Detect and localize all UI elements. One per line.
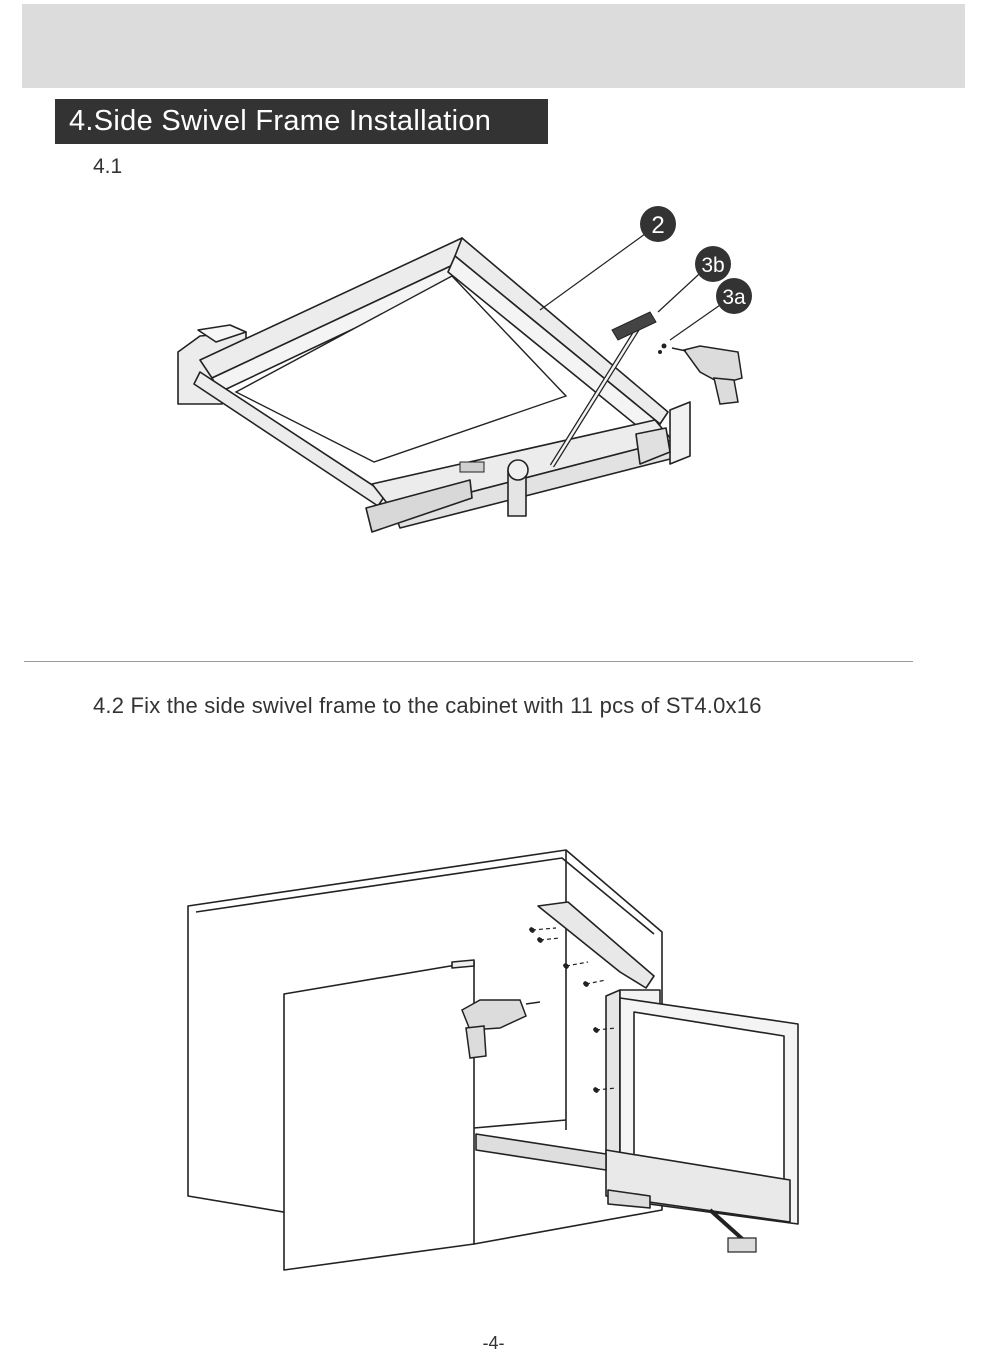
drill-icon-cabinet [462,1000,540,1058]
section-title: 4.Side Swivel Frame Installation [55,99,548,144]
callout-2-label: 2 [651,212,665,239]
page-number: -4- [482,1333,505,1353]
drill-icon [672,346,742,404]
section-divider [24,661,913,662]
callout-3a-label: 3a [722,286,746,309]
callout-3b-label: 3b [701,254,725,277]
step-label-4-1: 4.1 [93,155,123,178]
step-text-4-2: 4.2 Fix the side swivel frame to the cabinet with 11 pcs of ST4.0x16 [93,693,762,718]
swivel-frame-illustration [0,0,987,660]
